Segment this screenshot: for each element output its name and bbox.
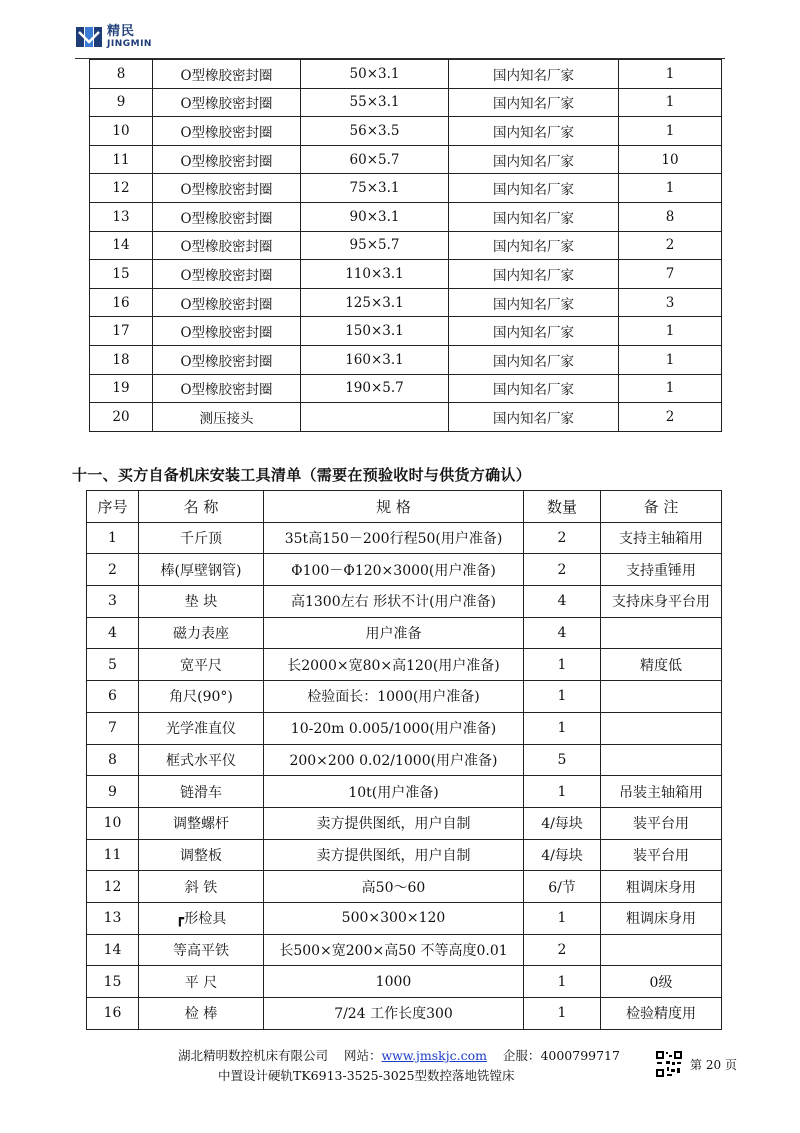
table-cell: 角尺(90°) xyxy=(139,681,264,713)
table-cell: 1000 xyxy=(264,966,524,998)
table-cell: 14 xyxy=(87,934,139,966)
table-row xyxy=(90,403,722,432)
table-cell xyxy=(601,712,722,744)
table-header-row xyxy=(87,491,722,523)
table-cell: 90×3.1 xyxy=(301,202,449,231)
table-cell: 18 xyxy=(90,345,153,374)
table-row xyxy=(87,807,722,839)
table-row xyxy=(87,776,722,808)
table-cell: 检验面长：1000(用户准备) xyxy=(264,681,524,713)
table-row xyxy=(90,231,722,260)
table-cell: 国内知名厂家 xyxy=(449,145,619,174)
table-cell: 斜 铁 xyxy=(139,871,264,903)
table-cell: O型橡胶密封圈 xyxy=(153,374,301,403)
table-cell: 光学准直仪 xyxy=(139,712,264,744)
table-cell: O型橡胶密封圈 xyxy=(153,117,301,146)
table-cell: 测压接头 xyxy=(153,403,301,432)
enterprise-label: 企服： xyxy=(502,1048,541,1063)
table-cell: 1 xyxy=(619,117,722,146)
jingmin-logo-icon xyxy=(75,24,103,50)
table-cell: 15 xyxy=(87,966,139,998)
phone-number: 4000799717 xyxy=(540,1048,620,1063)
table-cell: 2 xyxy=(619,403,722,432)
table-cell: 190×5.7 xyxy=(301,374,449,403)
table-cell: 10 xyxy=(619,145,722,174)
table-cell: 1 xyxy=(619,88,722,117)
page-label-suffix: 页 xyxy=(724,1058,737,1072)
section-title: 十一、买方自备机床安装工具清单（需要在预验收时与供货方确认） xyxy=(72,466,532,484)
table-cell: 125×3.1 xyxy=(301,288,449,317)
table-cell: 高50～60 xyxy=(264,871,524,903)
table-cell: 长500×宽200×高50 不等高度0.01 xyxy=(264,934,524,966)
table-cell: 8 xyxy=(90,60,153,89)
table-cell: O型橡胶密封圈 xyxy=(153,60,301,89)
table-cell: O型橡胶密封圈 xyxy=(153,260,301,289)
table-cell: 等高平铁 xyxy=(139,934,264,966)
table-cell: O型橡胶密封圈 xyxy=(153,174,301,203)
table-cell: 150×3.1 xyxy=(301,317,449,346)
table-cell: 3 xyxy=(619,288,722,317)
table-cell: 20 xyxy=(90,403,153,432)
table-cell: 1 xyxy=(524,998,601,1030)
table-cell: 国内知名厂家 xyxy=(449,374,619,403)
table-cell: 粗调床身用 xyxy=(601,902,722,934)
table-row xyxy=(87,712,722,744)
table-cell: 宽平尺 xyxy=(139,649,264,681)
table-cell: 棒(厚壁钢管) xyxy=(139,554,264,586)
table-cell: O型橡胶密封圈 xyxy=(153,145,301,174)
table-cell: 7 xyxy=(619,260,722,289)
table-cell: 1 xyxy=(524,712,601,744)
table-cell: 10 xyxy=(90,117,153,146)
table-cell: 9 xyxy=(87,776,139,808)
table-cell: 国内知名厂家 xyxy=(449,403,619,432)
table-row xyxy=(90,260,722,289)
table-cell: 检 棒 xyxy=(139,998,264,1030)
page-label-prefix: 第 xyxy=(690,1058,703,1072)
table-row xyxy=(87,522,722,554)
table-cell: 11 xyxy=(90,145,153,174)
table-cell xyxy=(601,744,722,776)
table-cell: 平 尺 xyxy=(139,966,264,998)
table-cell: 国内知名厂家 xyxy=(449,231,619,260)
table-row xyxy=(87,902,722,934)
website-link[interactable]: www.jmskjc.com xyxy=(381,1048,487,1063)
table-cell: 检验精度用 xyxy=(601,998,722,1030)
table-cell: 1 xyxy=(619,317,722,346)
table-cell: 国内知名厂家 xyxy=(449,345,619,374)
table-cell: 2 xyxy=(524,934,601,966)
header-cell: 规 格 xyxy=(264,491,524,523)
table-row xyxy=(87,966,722,998)
table-cell: 1 xyxy=(619,60,722,89)
table-cell xyxy=(301,403,449,432)
table-cell: 16 xyxy=(87,998,139,1030)
table-cell: Φ100－Φ120×3000(用户准备) xyxy=(264,554,524,586)
table-row xyxy=(87,934,722,966)
table-cell: 0级 xyxy=(601,966,722,998)
header-cell: 备 注 xyxy=(601,491,722,523)
table-cell: O型橡胶密封圈 xyxy=(153,288,301,317)
table-cell: 10-20m 0.005/1000(用户准备) xyxy=(264,712,524,744)
table-cell: 1 xyxy=(619,174,722,203)
table-cell: 装平台用 xyxy=(601,839,722,871)
table-cell: 6/节 xyxy=(524,871,601,903)
table-cell: 1 xyxy=(619,374,722,403)
table-cell: O型橡胶密封圈 xyxy=(153,88,301,117)
table-cell xyxy=(601,681,722,713)
table-cell: 框式水平仪 xyxy=(139,744,264,776)
installation-tools-table xyxy=(86,490,722,1030)
table-cell: 55×3.1 xyxy=(301,88,449,117)
table-cell: 11 xyxy=(87,839,139,871)
table-cell xyxy=(601,934,722,966)
table-cell: 6 xyxy=(87,681,139,713)
table-cell: 1 xyxy=(524,681,601,713)
table-cell: 长2000×宽80×高120(用户准备) xyxy=(264,649,524,681)
table-cell: 1 xyxy=(524,966,601,998)
table-row xyxy=(90,174,722,203)
table-cell: 12 xyxy=(90,174,153,203)
table-cell: 链滑车 xyxy=(139,776,264,808)
table-row xyxy=(87,839,722,871)
table-cell: 95×5.7 xyxy=(301,231,449,260)
table-cell: 1 xyxy=(619,345,722,374)
table-cell: 高1300左右 形状不计(用户准备) xyxy=(264,586,524,618)
table-row xyxy=(90,202,722,231)
table-cell: 75×3.1 xyxy=(301,174,449,203)
table-cell: 60×5.7 xyxy=(301,145,449,174)
table-cell: 2 xyxy=(524,554,601,586)
table-cell: 13 xyxy=(87,902,139,934)
table-cell: 支持床身平台用 xyxy=(601,586,722,618)
table-cell: 16 xyxy=(90,288,153,317)
table-cell: 卖方提供图纸，用户自制 xyxy=(264,839,524,871)
table-row xyxy=(90,374,722,403)
table-cell: 国内知名厂家 xyxy=(449,117,619,146)
table-row xyxy=(87,744,722,776)
table-cell: 2 xyxy=(524,522,601,554)
table-row xyxy=(90,345,722,374)
table-cell: 国内知名厂家 xyxy=(449,88,619,117)
table-cell: O型橡胶密封圈 xyxy=(153,345,301,374)
logo-chinese-text: 精民 xyxy=(107,24,136,39)
table-row xyxy=(87,586,722,618)
table-row xyxy=(90,317,722,346)
table-cell: 用户准备 xyxy=(264,617,524,649)
table-cell: 调整螺杆 xyxy=(139,807,264,839)
table-cell: 13 xyxy=(90,202,153,231)
table-cell: 国内知名厂家 xyxy=(449,202,619,231)
table-cell: 国内知名厂家 xyxy=(449,288,619,317)
table-row xyxy=(90,288,722,317)
table-cell: 国内知名厂家 xyxy=(449,260,619,289)
table-cell: 千斤顶 xyxy=(139,522,264,554)
table-cell xyxy=(601,617,722,649)
table-cell: 4/每块 xyxy=(524,807,601,839)
page-number-value: 20 xyxy=(705,1058,722,1072)
table-row xyxy=(87,998,722,1030)
table-cell: 4 xyxy=(524,617,601,649)
table-cell: 支持重锤用 xyxy=(601,554,722,586)
table-row xyxy=(87,617,722,649)
table-cell: 56×3.5 xyxy=(301,117,449,146)
table-cell: 粗调床身用 xyxy=(601,871,722,903)
table-row xyxy=(87,649,722,681)
table-cell: 10t(用户准备) xyxy=(264,776,524,808)
company-name: 湖北精明数控机床有限公司 xyxy=(178,1048,329,1063)
table-cell: 10 xyxy=(87,807,139,839)
table-cell: 1 xyxy=(524,776,601,808)
table-cell: 精度低 xyxy=(601,649,722,681)
table-cell: O型橡胶密封圈 xyxy=(153,231,301,260)
qr-code-icon xyxy=(655,1050,683,1078)
header-cell: 数量 xyxy=(524,491,601,523)
website-label: 网站： xyxy=(343,1048,382,1063)
table-row xyxy=(87,871,722,903)
table-cell: 吊装主轴箱用 xyxy=(601,776,722,808)
logo-english-text: JINGMIN xyxy=(107,39,152,49)
table-cell: 4/每块 xyxy=(524,839,601,871)
table-cell: 磁力表座 xyxy=(139,617,264,649)
table-cell: 卖方提供图纸，用户自制 xyxy=(264,807,524,839)
table-cell: 4 xyxy=(87,617,139,649)
company-logo xyxy=(75,24,152,50)
table-row xyxy=(90,145,722,174)
table-row xyxy=(90,117,722,146)
table-cell: O型橡胶密封圈 xyxy=(153,317,301,346)
header-cell: 名 称 xyxy=(139,491,264,523)
table-cell: 4 xyxy=(524,586,601,618)
table-cell: 国内知名厂家 xyxy=(449,60,619,89)
table-cell: 装平台用 xyxy=(601,807,722,839)
table-cell: 110×3.1 xyxy=(301,260,449,289)
table-cell: 国内知名厂家 xyxy=(449,174,619,203)
table-cell: 50×3.1 xyxy=(301,60,449,89)
table-cell: 垫 块 xyxy=(139,586,264,618)
table-cell: 17 xyxy=(90,317,153,346)
table-cell: 2 xyxy=(619,231,722,260)
table-cell: 14 xyxy=(90,231,153,260)
table-cell: 国内知名厂家 xyxy=(449,317,619,346)
table-cell: 12 xyxy=(87,871,139,903)
table-cell: 3 xyxy=(87,586,139,618)
table-cell: 2 xyxy=(87,554,139,586)
table-cell: 1 xyxy=(524,649,601,681)
table-row xyxy=(90,60,722,89)
product-name: 中置设计硬轨TK6913-3525-3025型数控落地铣镗床 xyxy=(218,1068,515,1083)
table-cell: 200×200 0.02/1000(用户准备) xyxy=(264,744,524,776)
table-cell: 1 xyxy=(524,902,601,934)
table-cell: 19 xyxy=(90,374,153,403)
table-cell: 5 xyxy=(87,649,139,681)
table-cell: 1 xyxy=(87,522,139,554)
table-row xyxy=(90,88,722,117)
table-cell: 35t高150－200行程50(用户准备) xyxy=(264,522,524,554)
table-cell: 15 xyxy=(90,260,153,289)
table-cell: O型橡胶密封圈 xyxy=(153,202,301,231)
table-cell: 5 xyxy=(524,744,601,776)
header-cell: 序号 xyxy=(87,491,139,523)
table-cell: 500×300×120 xyxy=(264,902,524,934)
page-header xyxy=(75,18,725,58)
table-cell: 9 xyxy=(90,88,153,117)
seal-parts-table xyxy=(89,59,722,432)
page-number xyxy=(690,1056,737,1073)
table-cell: 7/24 工作长度300 xyxy=(264,998,524,1030)
table-cell: 8 xyxy=(87,744,139,776)
table-cell: ┏形检具 xyxy=(139,902,264,934)
table-cell: 调整板 xyxy=(139,839,264,871)
table-cell: 7 xyxy=(87,712,139,744)
table-row xyxy=(87,554,722,586)
table-cell: 支持主轴箱用 xyxy=(601,522,722,554)
table-cell: 160×3.1 xyxy=(301,345,449,374)
table-row xyxy=(87,681,722,713)
table-cell: 8 xyxy=(619,202,722,231)
